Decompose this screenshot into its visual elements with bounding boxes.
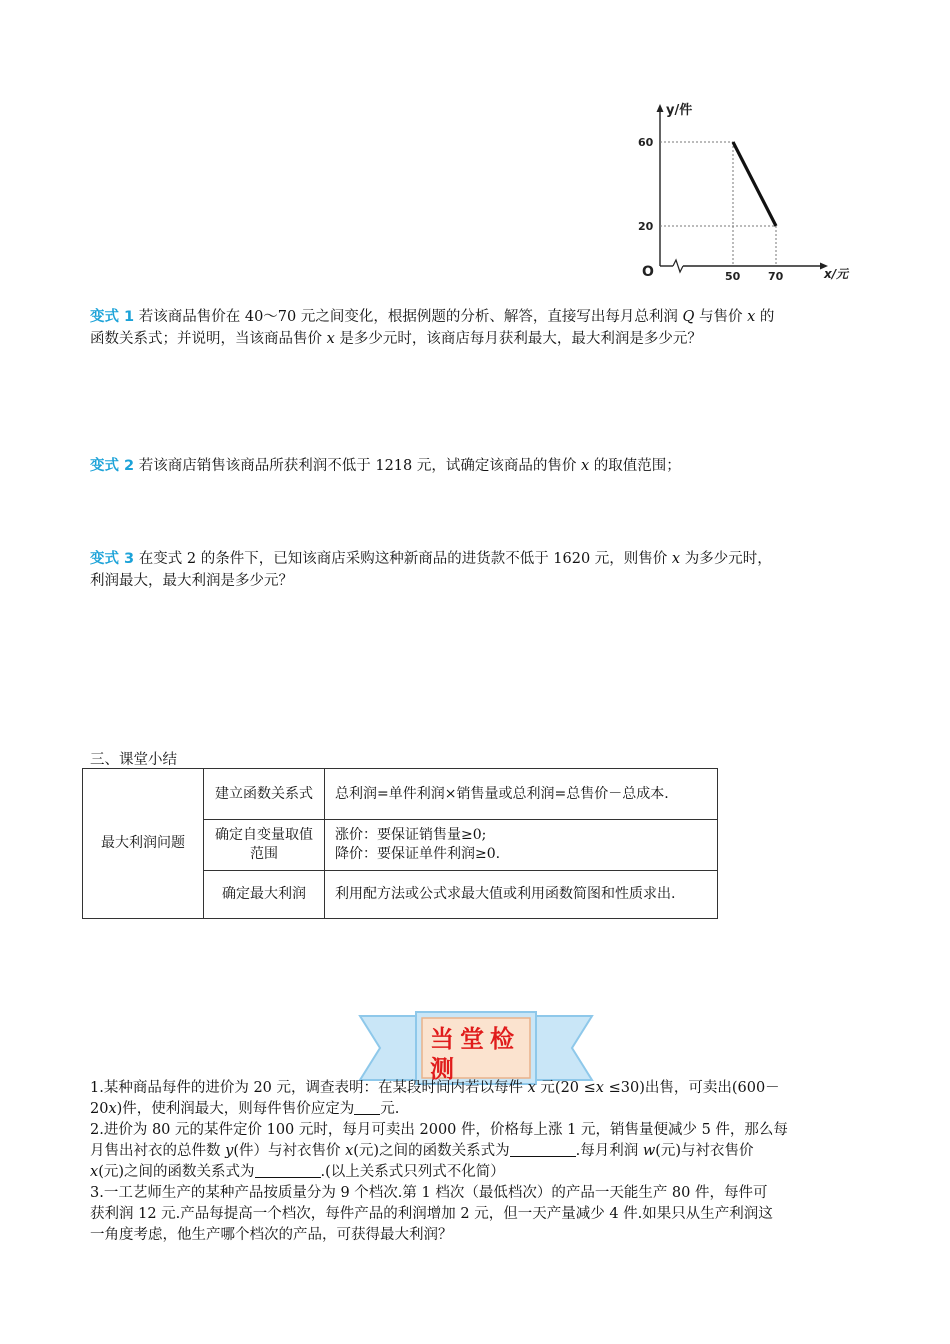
summary-heading: 三、课堂小结 xyxy=(90,752,177,768)
exercise-text: .每月利润 xyxy=(575,1143,643,1159)
var-x: x xyxy=(345,1143,354,1159)
variant-1-tag: 变式 1 xyxy=(90,309,135,325)
y-axis-arrow xyxy=(657,104,664,112)
variant-2-tag: 变式 2 xyxy=(90,458,135,474)
quiz-banner xyxy=(358,1010,594,1086)
graph-svg xyxy=(628,98,860,290)
answer-blank[interactable] xyxy=(510,1141,576,1157)
var-x: x xyxy=(580,458,590,474)
summary-detail-line: 涨价：要保证销售量≥0; xyxy=(335,827,487,843)
summary-detail xyxy=(325,820,718,871)
var-x: x xyxy=(90,1164,99,1180)
variant-1-text: 函数关系式；并说明，当该商品售价 xyxy=(90,331,327,347)
exercise-2-line-3 xyxy=(90,1162,860,1183)
summary-detail: 利用配方法或公式求最大值或利用函数简图和性质求出. xyxy=(325,871,718,919)
var-x: x xyxy=(671,551,681,567)
variant-1-line-1 xyxy=(90,306,860,328)
variant-1-text: 的 xyxy=(755,309,775,325)
variant-1-text: 是多少元时，该商店每月获利最大，最大利润是多少元？ xyxy=(334,331,702,347)
axis-break xyxy=(673,260,683,272)
summary-topic: 最大利润问题 xyxy=(83,769,204,919)
variant-3-tag: 变式 3 xyxy=(90,551,135,567)
exercise-text: )件，使利润最大，则每件售价应定为 xyxy=(116,1101,355,1117)
variant-3 xyxy=(90,548,860,592)
y-tick-60: 60 xyxy=(638,136,654,149)
var-x: x xyxy=(747,309,756,325)
answer-blank[interactable] xyxy=(255,1162,321,1178)
data-line xyxy=(733,142,776,226)
x-tick-70: 70 xyxy=(768,270,784,283)
banner-title: 当堂检测 xyxy=(430,1025,520,1083)
variant-2-text: 的取值范围； xyxy=(589,458,681,474)
summary-detail: 总利润=单件利润×销售量或总利润=总售价－总成本. xyxy=(325,769,718,820)
exercise-3-line-1: 3.一工艺师生产的某种产品按质量分为 9 个档次.第 1 档次（最低档次）的产品一天能生产 80 件，每件可 xyxy=(90,1185,768,1201)
var-x: x xyxy=(326,331,335,347)
summary-step: 确定自变量取值范围 xyxy=(204,820,325,871)
exercise-3-line-3: 一角度考虑，他生产哪个档次的产品，可获得最大利润？ xyxy=(90,1227,453,1243)
var-q: Q xyxy=(682,309,695,325)
exercise-1-line-1 xyxy=(90,1078,860,1099)
exercise-1-line-2 xyxy=(90,1099,860,1120)
var-y: y xyxy=(225,1143,234,1159)
var-x: x xyxy=(108,1101,117,1117)
exercise-text: ≤30)出售，可卖出(600－ xyxy=(603,1080,780,1096)
exercise-text: (元)之间的函数关系式为 xyxy=(98,1164,255,1180)
summary-detail-line: 降价：要保证单件利润≥0. xyxy=(335,846,501,862)
y-tick-20: 20 xyxy=(638,220,654,233)
var-x: x xyxy=(527,1080,536,1096)
exercises xyxy=(90,1078,860,1246)
exercise-3-line-2: 获利润 12 元.产品每提高一个档次，每件产品的利润增加 2 元，但一天产量减少 4 件.如果只从生产利润这 xyxy=(90,1206,773,1222)
summary-table xyxy=(82,768,718,919)
exercise-text: 20 xyxy=(90,1101,109,1117)
exercise-2-line-1: 2.进价为 80 元的某件定价 100 元时，每月可卖出 2000 件，价格每上涨 1 元，销售量便减少 5 件，那么每 xyxy=(90,1122,788,1138)
exercise-text: (元)之间的函数关系式为 xyxy=(353,1143,510,1159)
origin-label: O xyxy=(642,264,654,280)
exercise-text: (件）与衬衣售价 xyxy=(233,1143,346,1159)
summary-step: 建立函数关系式 xyxy=(204,769,325,820)
variant-3-line-2: 利润最大，最大利润是多少元？ xyxy=(90,573,293,589)
var-x: x xyxy=(595,1080,604,1096)
exercise-text: .(以上关系式只列式不化简） xyxy=(320,1164,505,1180)
x-axis-label: x/元 xyxy=(824,267,849,281)
variant-3-text: 在变式 2 的条件下，已知该商店采购这种新商品的进货款不低于 1620 元，则售价 xyxy=(134,551,672,567)
variant-1-text: 若该商品售价在 40～70 元之间变化，根据例题的分析、解答，直接写出每月总利润 xyxy=(134,309,683,325)
variant-3-line-1 xyxy=(90,548,860,570)
table-row xyxy=(83,769,718,820)
variant-1-text: 与售价 xyxy=(694,309,748,325)
var-w: w xyxy=(642,1143,656,1159)
exercise-text: 1.某种商品每件的进价为 20 元，调查表明：在某段时间内若以每件 xyxy=(90,1080,528,1096)
variant-3-text: 为多少元时， xyxy=(680,551,772,567)
variant-1-line-2 xyxy=(90,328,860,350)
exercise-text: (元)与衬衣售价 xyxy=(655,1143,754,1159)
variant-2-text: 若该商店销售该商品所获利润不低于 1218 元，试确定该商品的售价 xyxy=(134,458,581,474)
x-tick-50: 50 xyxy=(725,270,741,283)
variant-2 xyxy=(90,455,860,477)
answer-blank[interactable] xyxy=(354,1099,380,1115)
variant-1 xyxy=(90,306,860,350)
sales-graph xyxy=(628,98,860,290)
summary-step: 确定最大利润 xyxy=(204,871,325,919)
exercise-2-line-2 xyxy=(90,1141,860,1162)
exercise-text: 元. xyxy=(380,1101,400,1117)
exercise-text: 元(20 ≤ xyxy=(535,1080,596,1096)
y-axis-label: y/件 xyxy=(666,103,693,118)
summary-table-wrap xyxy=(82,768,718,919)
exercise-text: 月售出衬衣的总件数 xyxy=(90,1143,226,1159)
